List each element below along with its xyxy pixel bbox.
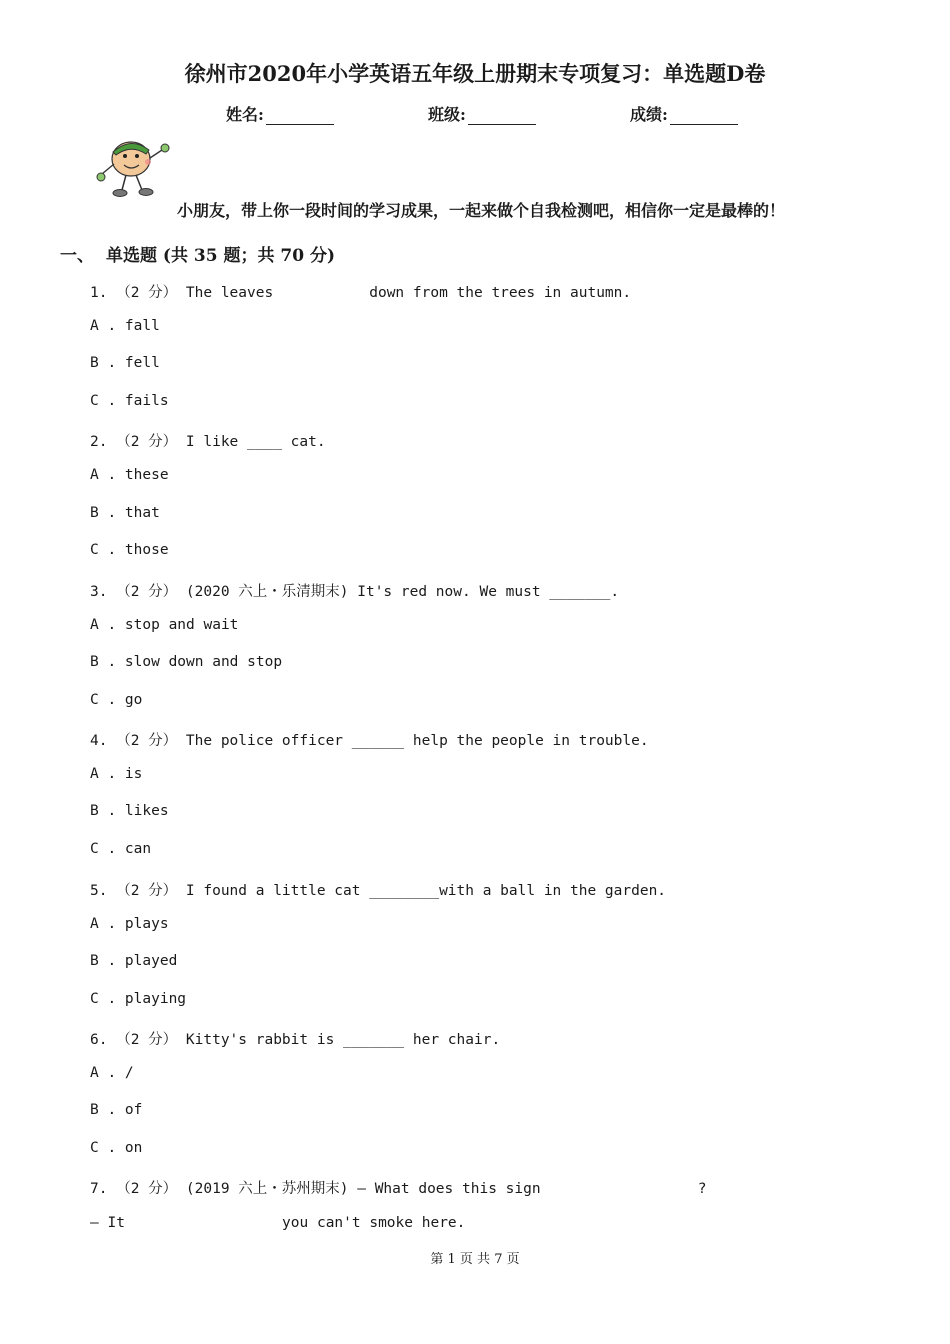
option-b[interactable]: B . that [90, 505, 160, 521]
option-c[interactable]: C . those [90, 542, 169, 558]
question-2 [90, 430, 326, 451]
option-a[interactable]: A . is [90, 766, 143, 782]
option-a[interactable]: A . fall [90, 318, 160, 334]
option-c[interactable]: C . on [90, 1140, 143, 1156]
question-number: 6. [90, 1032, 108, 1048]
question-6 [90, 1028, 500, 1049]
question-points: （2 分） [116, 285, 178, 301]
name-label: 姓名: [226, 105, 264, 124]
question-7 [90, 1177, 706, 1198]
question-3 [90, 580, 619, 601]
section-title: 单选题 (共 35 题；共 70 分) [106, 246, 335, 266]
option-b[interactable]: B . likes [90, 803, 169, 819]
option-c[interactable]: C . playing [90, 991, 187, 1007]
question-points: （2 分） [116, 434, 178, 450]
score-blank [670, 110, 738, 125]
section-heading [60, 241, 335, 266]
class-label: 班级: [428, 105, 466, 124]
question-5 [90, 879, 666, 900]
option-a[interactable]: A . stop and wait [90, 617, 239, 633]
question-number: 5. [90, 883, 108, 899]
question-4 [90, 729, 649, 750]
class-blank [468, 110, 536, 125]
question-points: （2 分） [116, 883, 178, 899]
question-number: 4. [90, 733, 108, 749]
question-points: （2 分） [116, 1032, 178, 1048]
question-points: （2 分） [116, 733, 178, 749]
option-c[interactable]: C . fails [90, 393, 169, 409]
cartoon-mascot-icon [96, 134, 176, 204]
answer-line: — It you can't smoke here. [90, 1215, 466, 1231]
option-b[interactable]: B . of [90, 1102, 143, 1118]
section-number: 一、 [60, 246, 94, 266]
score-label: 成绩: [630, 105, 668, 124]
question-points: （2 分） [116, 1181, 178, 1197]
question-1 [90, 281, 631, 302]
option-c[interactable]: C . go [90, 692, 143, 708]
question-text: (2020 六上・乐清期末) It's red now. We must _______. [185, 584, 620, 600]
option-b[interactable]: B . played [90, 953, 178, 969]
encouragement-text: 小朋友，带上你一段时间的学习成果，一起来做个自我检测吧，相信你一定是最棒的！ [177, 201, 786, 220]
question-number: 3. [90, 584, 108, 600]
question-text: The police officer ______ help the people in trouble. [185, 733, 649, 749]
option-b[interactable]: B . slow down and stop [90, 654, 283, 670]
option-a[interactable]: A . plays [90, 916, 169, 932]
name-field [226, 102, 334, 125]
option-b[interactable]: B . fell [90, 355, 160, 371]
question-number: 1. [90, 285, 108, 301]
question-text: (2019 六上・苏州期末) — What does this sign ? [185, 1181, 707, 1197]
question-number: 2. [90, 434, 108, 450]
question-text: Kitty's rabbit is _______ her chair. [185, 1032, 501, 1048]
score-field [630, 102, 738, 125]
question-number: 7. [90, 1181, 108, 1197]
question-text: I found a little cat ________with a ball in the garden. [185, 883, 667, 899]
class-field [428, 102, 536, 125]
option-a[interactable]: A . these [90, 467, 169, 483]
option-c[interactable]: C . can [90, 841, 152, 857]
page-footer: 第 1 页 共 7 页 [430, 1252, 520, 1267]
name-blank [266, 110, 334, 125]
question-text: I like ____ cat. [185, 434, 326, 450]
option-a[interactable]: A . / [90, 1065, 134, 1081]
page-title: 徐州市2020年小学英语五年级上册期末专项复习：单选题D卷 [184, 61, 766, 86]
question-points: （2 分） [116, 584, 178, 600]
question-text: The leaves down from the trees in autumn. [185, 285, 632, 301]
